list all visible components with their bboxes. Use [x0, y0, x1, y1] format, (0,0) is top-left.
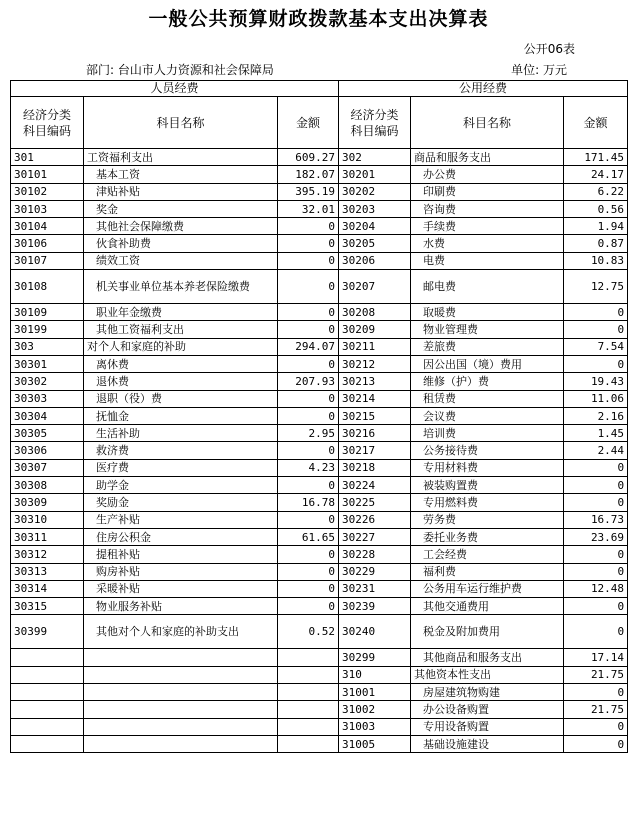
cell-right-amount: 6.22 — [564, 183, 628, 200]
cell-right-name: 印刷费 — [411, 183, 564, 200]
cell-left-amount: 61.65 — [278, 528, 339, 545]
cell-right-name: 税金及附加费用 — [411, 615, 564, 649]
cell-left-code: 30315 — [11, 598, 84, 615]
cell-right-name: 专用设备购置 — [411, 718, 564, 735]
cell-right-name: 福利费 — [411, 563, 564, 580]
table-row — [11, 528, 628, 545]
cell-left-name: 其他工资福利支出 — [84, 321, 278, 338]
cell-left-amount: 2.95 — [278, 425, 339, 442]
cell-left-amount: 0 — [278, 355, 339, 372]
cell-left-code: 30303 — [11, 390, 84, 407]
table-row — [11, 407, 628, 424]
cell-left-amount: 0 — [278, 563, 339, 580]
cell-right-code: 30208 — [339, 304, 411, 321]
cell-left-code: 30301 — [11, 355, 84, 372]
cell-right-code: 30218 — [339, 459, 411, 476]
cell-right-code: 30225 — [339, 494, 411, 511]
cell-left-amount: 0 — [278, 546, 339, 563]
cell-left-code: 30103 — [11, 200, 84, 217]
cell-left-amount: 0 — [278, 390, 339, 407]
cell-left-amount: 16.78 — [278, 494, 339, 511]
report-title: 一般公共预算财政拨款基本支出决算表 — [148, 8, 489, 30]
cell-left-code: 30304 — [11, 407, 84, 424]
cell-left-amount: 294.07 — [278, 338, 339, 355]
cell-left-amount — [278, 649, 339, 666]
header-amount-left: 金额 — [278, 97, 339, 149]
cell-left-amount: 0 — [278, 598, 339, 615]
cell-right-code: 30204 — [339, 218, 411, 235]
cell-left-amount: 0 — [278, 442, 339, 459]
table-row — [11, 494, 628, 511]
cell-right-code: 30228 — [339, 546, 411, 563]
cell-left-name: 物业服务补贴 — [84, 598, 278, 615]
cell-left-name: 奖励金 — [84, 494, 278, 511]
cell-left-amount: 0 — [278, 580, 339, 597]
header-code-text: 经济分类 科目编码 — [350, 107, 399, 138]
cell-left-code: 30311 — [11, 528, 84, 545]
cell-right-amount: 12.75 — [564, 270, 628, 304]
cell-left-code: 30310 — [11, 511, 84, 528]
header-code-left — [11, 97, 84, 149]
cell-right-name: 被装购置费 — [411, 477, 564, 494]
cell-right-code: 30207 — [339, 270, 411, 304]
cell-right-name: 专用材料费 — [411, 459, 564, 476]
cell-right-code: 30224 — [339, 477, 411, 494]
cell-right-code: 30214 — [339, 390, 411, 407]
cell-left-code: 30307 — [11, 459, 84, 476]
cell-right-name: 劳务费 — [411, 511, 564, 528]
cell-right-name: 手续费 — [411, 218, 564, 235]
cell-left-amount — [278, 701, 339, 718]
cell-left-name: 退职（役）费 — [84, 390, 278, 407]
cell-left-amount: 609.27 — [278, 149, 339, 166]
cell-right-name: 因公出国（境）费用 — [411, 355, 564, 372]
table-row — [11, 183, 628, 200]
cell-left-name: 医疗费 — [84, 459, 278, 476]
cell-right-amount: 0 — [564, 718, 628, 735]
table-row — [11, 649, 628, 666]
section-public: 公用经费 — [339, 81, 628, 97]
cell-left-name: 其他社会保障缴费 — [84, 218, 278, 235]
cell-left-name: 采暖补贴 — [84, 580, 278, 597]
cell-left-amount: 182.07 — [278, 166, 339, 183]
cell-right-code: 30226 — [339, 511, 411, 528]
cell-right-name: 咨询费 — [411, 200, 564, 217]
cell-right-amount: 1.94 — [564, 218, 628, 235]
cell-right-amount: 21.75 — [564, 701, 628, 718]
cell-right-amount: 0 — [564, 598, 628, 615]
cell-right-name: 办公费 — [411, 166, 564, 183]
cell-right-name: 电费 — [411, 252, 564, 269]
cell-left-name: 退休费 — [84, 373, 278, 390]
cell-right-name: 专用燃料费 — [411, 494, 564, 511]
cell-left-code: 30199 — [11, 321, 84, 338]
cell-left-code: 30306 — [11, 442, 84, 459]
table-row — [11, 615, 628, 649]
table-row — [11, 442, 628, 459]
cell-right-amount: 23.69 — [564, 528, 628, 545]
cell-right-amount: 24.17 — [564, 166, 628, 183]
cell-left-name: 离休费 — [84, 355, 278, 372]
cell-left-name: 救济费 — [84, 442, 278, 459]
cell-right-name: 商品和服务支出 — [411, 149, 564, 166]
cell-left-amount: 0 — [278, 252, 339, 269]
cell-right-amount: 0 — [564, 355, 628, 372]
cell-right-amount: 2.44 — [564, 442, 628, 459]
cell-right-name: 维修（护）费 — [411, 373, 564, 390]
cell-left-code: 30313 — [11, 563, 84, 580]
department-label: 部门: 台山市人力资源和社会保障局 — [86, 63, 274, 77]
cell-left-name: 助学金 — [84, 477, 278, 494]
cell-right-amount: 21.75 — [564, 666, 628, 683]
cell-right-name: 公务用车运行维护费 — [411, 580, 564, 597]
table-row — [11, 390, 628, 407]
cell-left-code: 30305 — [11, 425, 84, 442]
cell-right-name: 公务接待费 — [411, 442, 564, 459]
table-row — [11, 735, 628, 752]
cell-left-name — [84, 735, 278, 752]
header-code-text: 经济分类 科目编码 — [22, 107, 71, 138]
cell-right-code: 31002 — [339, 701, 411, 718]
cell-left-name — [84, 649, 278, 666]
cell-right-code: 30213 — [339, 373, 411, 390]
cell-right-name: 邮电费 — [411, 270, 564, 304]
cell-left-code: 30312 — [11, 546, 84, 563]
cell-right-name: 工会经费 — [411, 546, 564, 563]
cell-right-amount: 16.73 — [564, 511, 628, 528]
table-row — [11, 338, 628, 355]
cell-right-code: 30212 — [339, 355, 411, 372]
cell-right-name: 会议费 — [411, 407, 564, 424]
cell-left-name: 绩效工资 — [84, 252, 278, 269]
cell-left-amount: 0.52 — [278, 615, 339, 649]
cell-left-name — [84, 684, 278, 701]
cell-left-amount: 0 — [278, 304, 339, 321]
cell-left-code: 30314 — [11, 580, 84, 597]
cell-left-amount: 0 — [278, 270, 339, 304]
cell-left-code: 30102 — [11, 183, 84, 200]
cell-right-amount: 0 — [564, 546, 628, 563]
cell-right-name: 培训费 — [411, 425, 564, 442]
cell-right-name: 其他交通费用 — [411, 598, 564, 615]
cell-right-code: 30203 — [339, 200, 411, 217]
cell-left-amount: 4.23 — [278, 459, 339, 476]
cell-left-amount: 32.01 — [278, 200, 339, 217]
cell-right-name: 水费 — [411, 235, 564, 252]
cell-left-name: 抚恤金 — [84, 407, 278, 424]
table-row — [11, 355, 628, 372]
cell-right-code: 30201 — [339, 166, 411, 183]
cell-right-amount: 12.48 — [564, 580, 628, 597]
cell-left-name: 津贴补贴 — [84, 183, 278, 200]
cell-right-name: 其他资本性支出 — [411, 666, 564, 683]
cell-right-code: 30205 — [339, 235, 411, 252]
table-row — [11, 166, 628, 183]
cell-left-code: 30101 — [11, 166, 84, 183]
cell-left-name — [84, 718, 278, 735]
cell-left-name: 住房公积金 — [84, 528, 278, 545]
cell-left-name: 提租补贴 — [84, 546, 278, 563]
cell-right-amount: 0 — [564, 321, 628, 338]
cell-right-code: 30299 — [339, 649, 411, 666]
cell-left-name: 生活补助 — [84, 425, 278, 442]
cell-left-name: 奖金 — [84, 200, 278, 217]
cell-right-name: 物业管理费 — [411, 321, 564, 338]
cell-left-name: 机关事业单位基本养老保险缴费 — [84, 270, 278, 304]
table-row — [11, 218, 628, 235]
cell-left-name: 职业年金缴费 — [84, 304, 278, 321]
table-row — [11, 477, 628, 494]
cell-left-code: 30107 — [11, 252, 84, 269]
table-row — [11, 304, 628, 321]
cell-right-code: 30209 — [339, 321, 411, 338]
cell-right-amount: 11.06 — [564, 390, 628, 407]
section-header-row — [11, 81, 628, 97]
cell-right-code: 30217 — [339, 442, 411, 459]
cell-left-code: 30106 — [11, 235, 84, 252]
table-row — [11, 200, 628, 217]
table-row — [11, 270, 628, 304]
cell-left-code: 30302 — [11, 373, 84, 390]
cell-right-name: 取暖费 — [411, 304, 564, 321]
cell-right-code: 30227 — [339, 528, 411, 545]
cell-left-code — [11, 649, 84, 666]
cell-left-code: 30109 — [11, 304, 84, 321]
cell-left-amount — [278, 684, 339, 701]
table-row — [11, 373, 628, 390]
cell-left-code: 303 — [11, 338, 84, 355]
table-row — [11, 235, 628, 252]
cell-left-name — [84, 666, 278, 683]
cell-left-amount: 0 — [278, 477, 339, 494]
cell-right-amount: 0 — [564, 477, 628, 494]
cell-right-code: 30229 — [339, 563, 411, 580]
cell-right-name: 办公设备购置 — [411, 701, 564, 718]
cell-left-amount: 0 — [278, 407, 339, 424]
table-row — [11, 149, 628, 166]
cell-right-code: 31001 — [339, 684, 411, 701]
cell-right-name: 委托业务费 — [411, 528, 564, 545]
header-name-left: 科目名称 — [84, 97, 278, 149]
cell-left-name — [84, 701, 278, 718]
cell-right-name: 租赁费 — [411, 390, 564, 407]
cell-right-code: 30239 — [339, 598, 411, 615]
cell-left-code — [11, 666, 84, 683]
cell-right-code: 30216 — [339, 425, 411, 442]
cell-left-code — [11, 735, 84, 752]
cell-left-amount: 0 — [278, 321, 339, 338]
table-row — [11, 459, 628, 476]
cell-left-code: 30309 — [11, 494, 84, 511]
cell-left-amount: 0 — [278, 218, 339, 235]
cell-right-amount: 0.56 — [564, 200, 628, 217]
header-code-right — [339, 97, 411, 149]
cell-right-amount: 0 — [564, 615, 628, 649]
cell-right-code: 30240 — [339, 615, 411, 649]
cell-right-amount: 1.45 — [564, 425, 628, 442]
expenditure-table — [10, 80, 628, 753]
cell-left-code — [11, 684, 84, 701]
cell-right-code: 302 — [339, 149, 411, 166]
cell-left-name: 工资福利支出 — [84, 149, 278, 166]
cell-right-amount: 0 — [564, 563, 628, 580]
cell-right-amount: 17.14 — [564, 649, 628, 666]
cell-right-amount: 0 — [564, 459, 628, 476]
form-number: 公开06表 — [523, 42, 575, 56]
cell-right-amount: 2.16 — [564, 407, 628, 424]
table-row — [11, 321, 628, 338]
cell-left-amount: 207.93 — [278, 373, 339, 390]
cell-left-code — [11, 701, 84, 718]
cell-left-code: 30399 — [11, 615, 84, 649]
cell-right-amount: 19.43 — [564, 373, 628, 390]
header-amount-right: 金额 — [564, 97, 628, 149]
cell-left-code: 30308 — [11, 477, 84, 494]
cell-right-code: 30215 — [339, 407, 411, 424]
cell-left-name: 其他对个人和家庭的补助支出 — [84, 615, 278, 649]
cell-right-amount: 0.87 — [564, 235, 628, 252]
cell-right-name: 其他商品和服务支出 — [411, 649, 564, 666]
cell-right-amount: 10.83 — [564, 252, 628, 269]
cell-left-code: 30104 — [11, 218, 84, 235]
cell-left-name: 伙食补助费 — [84, 235, 278, 252]
section-personnel: 人员经费 — [11, 81, 339, 97]
cell-right-amount: 0 — [564, 304, 628, 321]
cell-right-code: 31005 — [339, 735, 411, 752]
cell-right-amount: 0 — [564, 684, 628, 701]
table-row — [11, 425, 628, 442]
column-header-row — [11, 97, 628, 149]
cell-left-code — [11, 718, 84, 735]
cell-right-name: 基础设施建设 — [411, 735, 564, 752]
cell-left-amount — [278, 718, 339, 735]
cell-right-amount: 0 — [564, 735, 628, 752]
table-row — [11, 718, 628, 735]
cell-right-code: 30202 — [339, 183, 411, 200]
table-row — [11, 563, 628, 580]
table-row — [11, 511, 628, 528]
table-row — [11, 701, 628, 718]
cell-left-amount — [278, 735, 339, 752]
cell-left-code: 301 — [11, 149, 84, 166]
header-name-right: 科目名称 — [411, 97, 564, 149]
cell-right-code: 30231 — [339, 580, 411, 597]
cell-left-amount — [278, 666, 339, 683]
table-row — [11, 580, 628, 597]
cell-left-amount: 0 — [278, 235, 339, 252]
cell-right-code: 30211 — [339, 338, 411, 355]
cell-right-amount: 171.45 — [564, 149, 628, 166]
cell-right-code: 30206 — [339, 252, 411, 269]
cell-left-name: 生产补贴 — [84, 511, 278, 528]
cell-right-name: 房屋建筑物购建 — [411, 684, 564, 701]
table-row — [11, 598, 628, 615]
table-row — [11, 666, 628, 683]
cell-left-name: 对个人和家庭的补助 — [84, 338, 278, 355]
cell-right-code: 310 — [339, 666, 411, 683]
cell-left-name: 购房补贴 — [84, 563, 278, 580]
table-row — [11, 546, 628, 563]
cell-right-code: 31003 — [339, 718, 411, 735]
cell-left-amount: 0 — [278, 511, 339, 528]
table-row — [11, 252, 628, 269]
cell-right-name: 差旅费 — [411, 338, 564, 355]
cell-right-amount: 7.54 — [564, 338, 628, 355]
unit-label: 单位: 万元 — [511, 63, 567, 77]
cell-left-name: 基本工资 — [84, 166, 278, 183]
cell-right-amount: 0 — [564, 494, 628, 511]
cell-left-code: 30108 — [11, 270, 84, 304]
table-row — [11, 684, 628, 701]
cell-left-amount: 395.19 — [278, 183, 339, 200]
